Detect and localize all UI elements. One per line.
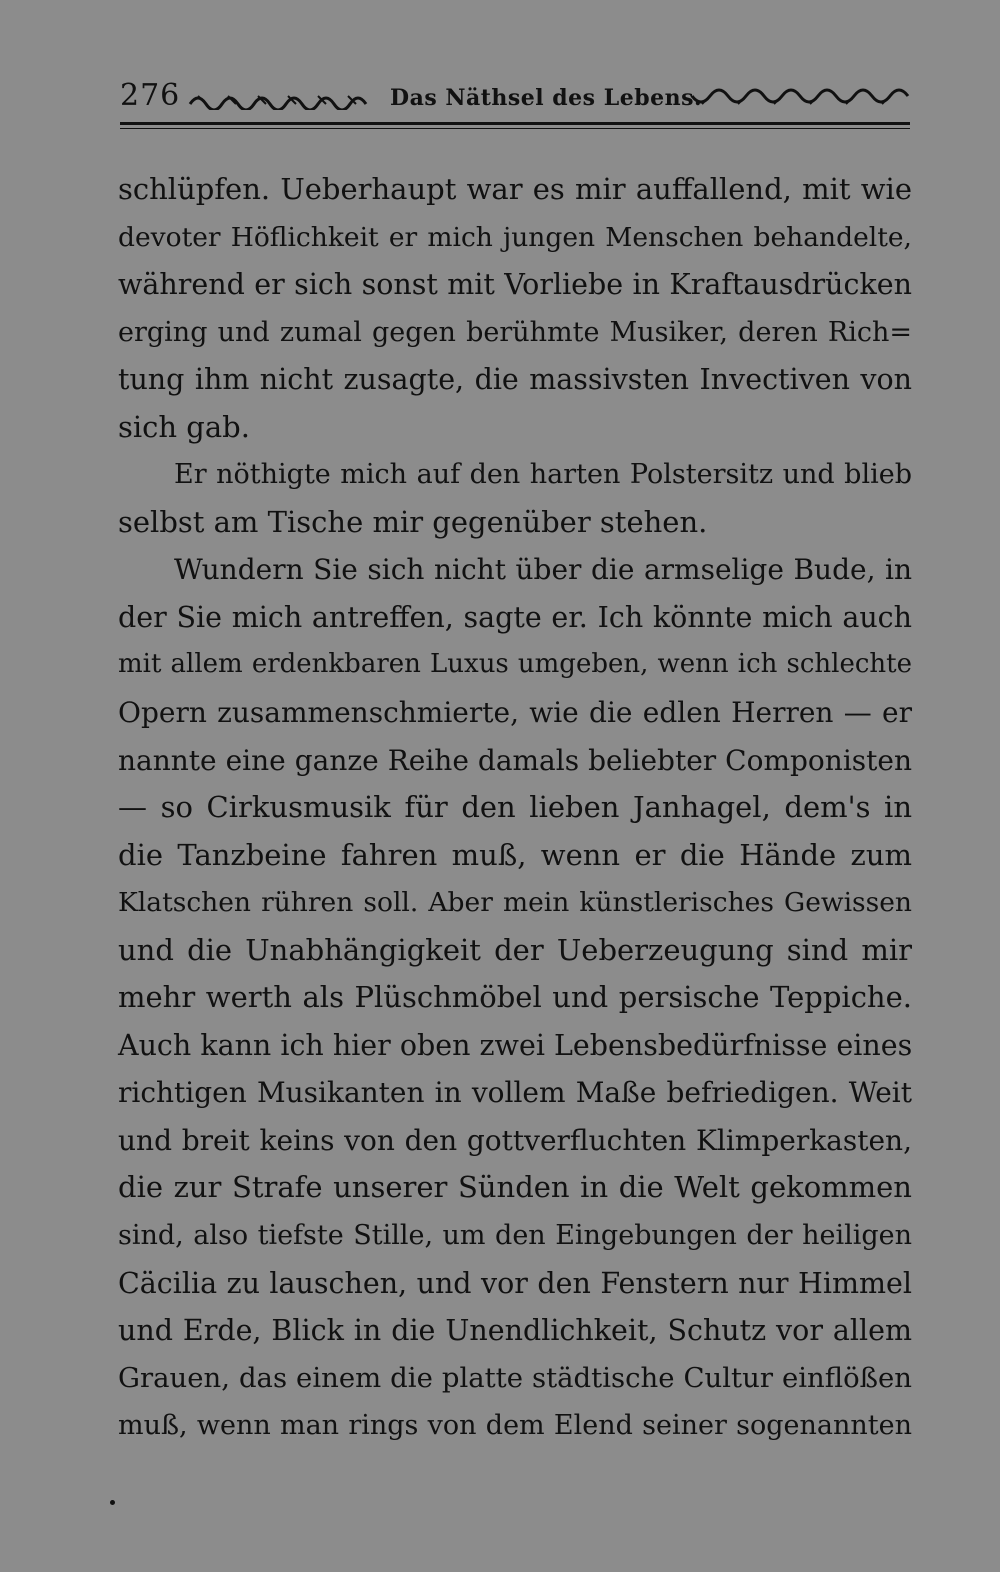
ornament-right-icon bbox=[690, 88, 910, 110]
text-line: erging und zumal gegen berühmte Musiker, deren Rich= bbox=[118, 316, 912, 348]
header-rule-thick bbox=[120, 122, 910, 125]
text-line: mehr werth als Plüschmöbel und persische Teppiche. bbox=[118, 980, 912, 1015]
text-line: selbst am Tische mir gegenüber stehen. bbox=[118, 504, 708, 539]
text-line: — so Cirkusmusik für den lieben Janhagel, dem's in bbox=[118, 790, 912, 825]
text-line: während er sich sonst mit Vorliebe in Kraftausdrücken bbox=[118, 268, 912, 302]
text-line: und Erde, Blick in die Unendlichkeit, Schutz vor allem bbox=[118, 1314, 912, 1348]
page-number: 276 bbox=[120, 78, 181, 113]
text-line: die Tanzbeine fahren muß, wenn er die Hände zum bbox=[118, 837, 912, 872]
ornament-left-icon bbox=[188, 88, 378, 110]
page-header bbox=[120, 78, 910, 118]
text-line: und die Unabhängigkeit der Ueberzeugung sind mir bbox=[118, 932, 912, 967]
text-line: Er nöthigte mich auf den harten Polstersitz und blieb bbox=[174, 459, 912, 491]
text-line: Cäcilia zu lauschen, und vor den Fenstern nur Himmel bbox=[118, 1266, 912, 1300]
text-line: muß, wenn man rings von dem Elend seiner sogenannten bbox=[118, 1410, 912, 1442]
text-line: Grauen, das einem die platte städtische Cultur einflößen bbox=[118, 1361, 912, 1394]
text-line: und breit keins von den gottverfluchten Klimperkasten, bbox=[118, 1123, 912, 1157]
text-line: devoter Höflichkeit er mich jungen Menschen behandelte, bbox=[118, 221, 912, 253]
text-line: sich gab. bbox=[118, 409, 250, 444]
text-line: mit allem erdenkbaren Luxus umgeben, wenn ich schlechte bbox=[118, 649, 912, 680]
text-line: nannte eine ganze Reihe damals beliebter Componisten bbox=[118, 743, 912, 777]
text-line: tung ihm nicht zusagte, die massivsten Invectiven von bbox=[118, 363, 912, 397]
text-line: schlüpfen. Ueberhaupt war es mir auffallend, mit wie bbox=[118, 172, 912, 206]
text-line: Wundern Sie sich nicht über die armselige Bude, in bbox=[174, 553, 912, 587]
text-line: Auch kann ich hier oben zwei Lebensbedürfnisse eines bbox=[118, 1028, 913, 1062]
text-line: richtigen Musikanten in vollem Maße befriedigen. Weit bbox=[118, 1076, 912, 1110]
text-line: der Sie mich antreffen, sagte er. Ich könnte mich auch bbox=[118, 600, 912, 634]
body-text bbox=[118, 166, 912, 1450]
running-title: Das Näthsel des Lebens. bbox=[390, 85, 703, 111]
print-speck bbox=[110, 1500, 115, 1505]
text-line: Klatschen rühren soll. Aber mein künstlerisches Gewissen bbox=[118, 887, 912, 919]
header-rule-thin bbox=[120, 128, 910, 129]
text-line: Opern zusammenschmierte, wie die edlen Herren — er bbox=[118, 696, 912, 730]
text-line: sind, also tiefste Stille, um den Eingebungen der heiligen bbox=[118, 1220, 912, 1252]
text-line: die zur Strafe unserer Sünden in die Welt gekommen bbox=[118, 1170, 912, 1205]
